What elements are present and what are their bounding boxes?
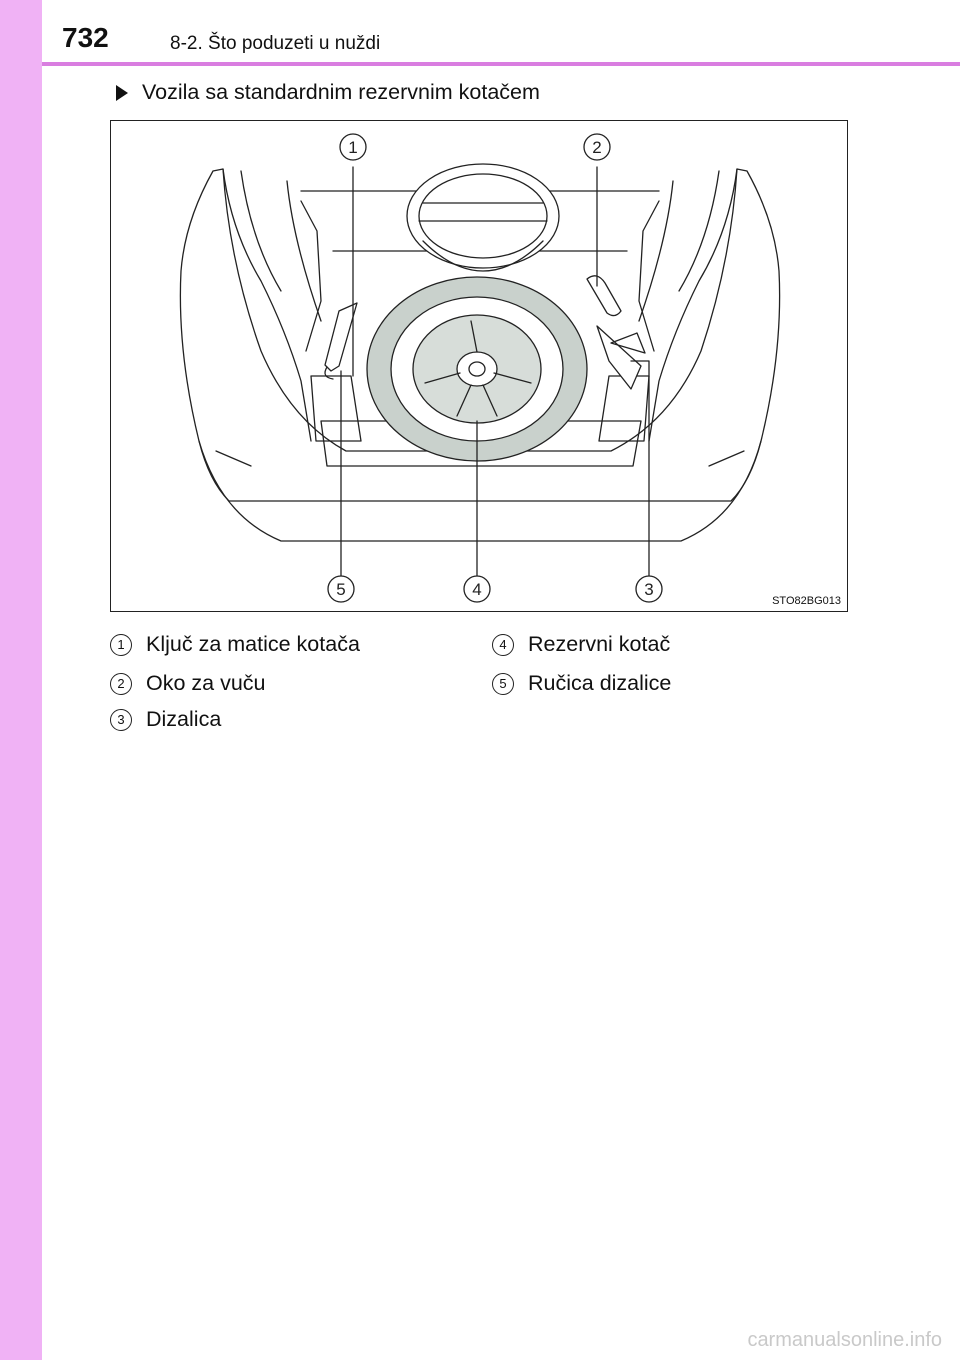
- legend-number: 5: [492, 673, 514, 695]
- callout-1: 1: [348, 138, 358, 157]
- legend-item-5: [498, 671, 671, 696]
- legend-item-3: [116, 707, 221, 732]
- section-title: 8-2. Što poduzeti u nuždi: [170, 33, 381, 54]
- watermark: carmanualsonline.info: [747, 1329, 942, 1351]
- legend-number: 2: [110, 673, 132, 695]
- callout-4: 4: [472, 580, 482, 599]
- bullet-arrow-icon: [116, 85, 128, 101]
- legend-number: 1: [110, 634, 132, 656]
- subsection-heading: [116, 80, 540, 105]
- callout-3: 3: [644, 580, 654, 599]
- legend-item-1: [116, 632, 360, 657]
- figure-code: STO82BG013: [772, 595, 841, 607]
- trunk-drawing: [111, 121, 847, 611]
- legend-item-2: [116, 671, 266, 696]
- page-number: 732: [62, 22, 109, 53]
- legend-label: Ručica dizalice: [528, 671, 672, 695]
- legend-item-4: [498, 632, 670, 657]
- callout-5: 5: [336, 580, 346, 599]
- towing-eye: [587, 276, 621, 316]
- jack: [597, 326, 641, 389]
- legend-label: Rezervni kotač: [528, 632, 671, 656]
- legend-number: 3: [110, 709, 132, 731]
- spare-wheel-illustration: [110, 120, 848, 612]
- header-rule: [42, 62, 960, 66]
- legend-label: Dizalica: [146, 707, 222, 731]
- chapter-tab-sidebar: [0, 0, 42, 1360]
- callout-2: 2: [592, 138, 602, 157]
- storage-cover: [407, 164, 559, 268]
- legend-label: Oko za vuču: [146, 671, 266, 695]
- left-storage-well: [311, 376, 361, 441]
- subsection-heading-text: Vozila sa standardnim rezervnim kotačem: [142, 80, 540, 104]
- legend-label: Ključ za matice kotača: [146, 632, 360, 656]
- legend-number: 4: [492, 634, 514, 656]
- lug-wrench: [325, 303, 357, 371]
